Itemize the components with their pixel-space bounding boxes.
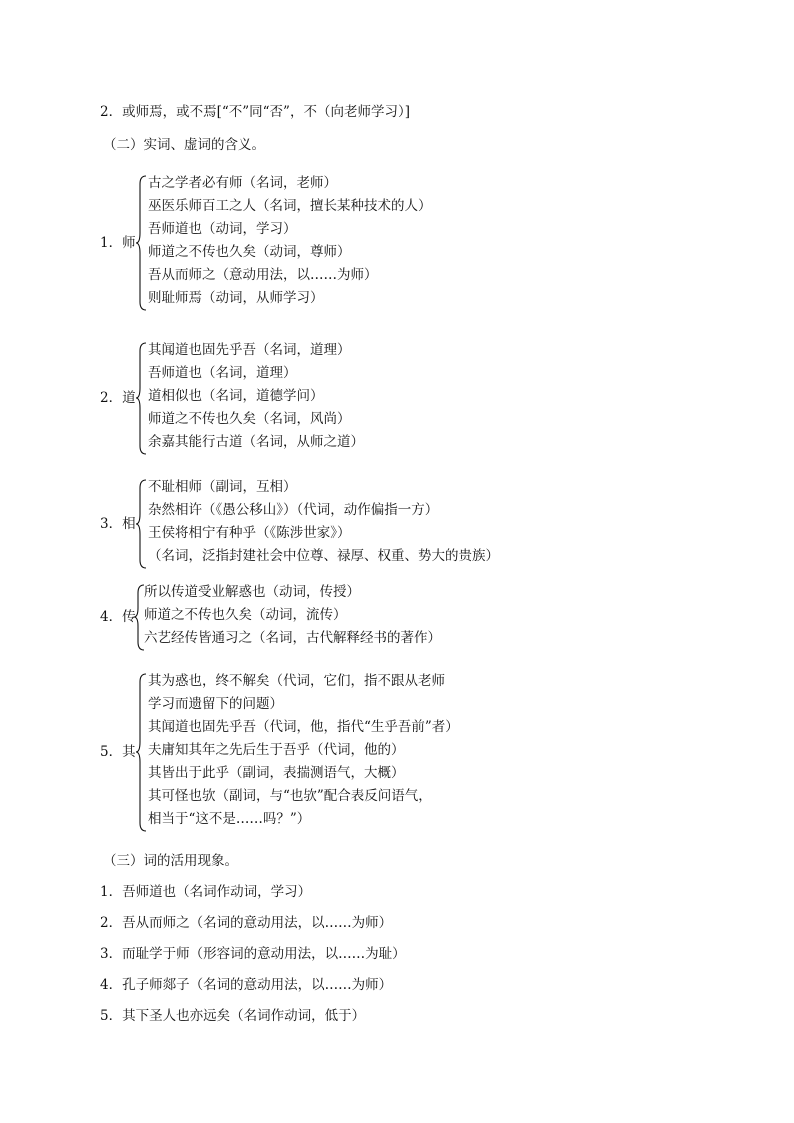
group-item: （名词，泛指封建社会中位尊、禄厚、权重、势大的贵族） bbox=[148, 548, 499, 564]
group-label: 1．师 bbox=[100, 235, 136, 251]
group-item: 其可怪也欤（副词，与“也欤”配合表反问语气， bbox=[148, 788, 432, 804]
usage-item: 2．吾从而师之（名词的意动用法，以……为师） bbox=[100, 915, 393, 931]
group-item: 师道之不传也久矣（动词，流传） bbox=[144, 607, 347, 623]
group-item: 师道之不传也久矣（名词，风尚） bbox=[148, 411, 351, 427]
group-label: 3．相 bbox=[100, 516, 136, 532]
group-item: 不耻相师（副词，互相） bbox=[148, 479, 297, 495]
top-line: 2．或师焉，或不焉[“不”同“否”，不（向老师学习）] bbox=[100, 104, 410, 120]
group-item: 其闻道也固先乎吾（代词，他，指代“生乎吾前”者） bbox=[148, 719, 459, 735]
group-item: 相当于“这不是……吗？”） bbox=[148, 811, 311, 827]
section-3-title: （三）词的活用现象。 bbox=[103, 853, 238, 869]
group-item: 余嘉其能行古道（名词，从师之道） bbox=[148, 434, 364, 450]
section-2-title: （二）实词、虚词的含义。 bbox=[103, 137, 265, 153]
usage-item: 1．吾师道也（名词作动词，学习） bbox=[100, 884, 312, 900]
group-item: 学习而遗留下的问题） bbox=[148, 696, 283, 712]
group-item: 师道之不传也久矣（动词，尊师） bbox=[148, 244, 351, 260]
group-item: 其为惑也，终不解矣（代词，它们，指不跟从老师 bbox=[148, 673, 445, 689]
group-item: 吾师道也（名词，道理） bbox=[148, 365, 297, 381]
usage-item: 5．其下圣人也亦远矣（名词作动词，低于） bbox=[100, 1008, 366, 1024]
group-item: 王侯将相宁有种乎（《陈涉世家》） bbox=[148, 525, 351, 541]
group-item: 道相似也（名词，道德学问） bbox=[148, 388, 324, 404]
group-label: 2．道 bbox=[100, 390, 136, 406]
group-item: 则耻师焉（动词，从师学习） bbox=[148, 290, 324, 306]
group-label: 4．传 bbox=[100, 609, 136, 625]
group-item: 巫医乐师百工之人（名词，擅长某种技术的人） bbox=[148, 198, 432, 214]
group-item: 古之学者必有师（名词，老师） bbox=[148, 175, 337, 191]
group-item: 杂然相许（《愚公移山》）（代词，动作偏指一方） bbox=[148, 502, 439, 518]
group-item: 其皆出于此乎（副词，表揣测语气，大概） bbox=[148, 765, 405, 781]
usage-item: 3．而耻学于师（形容词的意动用法，以……为耻） bbox=[100, 946, 406, 962]
group-item: 夫庸知其年之先后生于吾乎（代词，他的） bbox=[148, 742, 405, 758]
group-label: 5．其 bbox=[100, 744, 136, 760]
group-item: 其闻道也固先乎吾（名词，道理） bbox=[148, 342, 351, 358]
group-item: 六艺经传皆通习之（名词，古代解释经书的著作） bbox=[144, 630, 441, 646]
group-item: 吾从而师之（意动用法，以……为师） bbox=[148, 267, 378, 283]
group-item: 所以传道受业解惑也（动词，传授） bbox=[144, 584, 360, 600]
group-item: 吾师道也（动词，学习） bbox=[148, 221, 297, 237]
usage-item: 4．孔子师郯子（名词的意动用法，以……为师） bbox=[100, 977, 393, 993]
